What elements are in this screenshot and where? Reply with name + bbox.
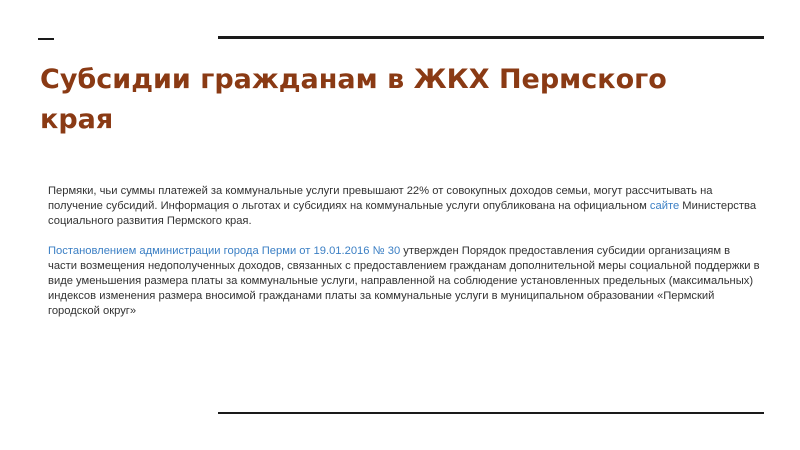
ministry-site-link[interactable]: сайте bbox=[649, 200, 680, 212]
paragraph-1-tail: Министерства социального развития Пермского края. bbox=[48, 200, 757, 227]
paragraph-1-text: Пермяки, чьи суммы платежей за коммунальные услуги превышают 22% от совокупных доходов семьи, могут рассчитывать на получение субсидий. Информация о льготах и субсидиях на коммунальные услуги опубликована на официальном bbox=[48, 185, 713, 212]
top-rule bbox=[218, 36, 764, 39]
paragraph-subsidies-info bbox=[48, 184, 760, 229]
paragraph-2-text: утвержден Порядок предоставления субсидии организациям в части возмещения недополученных доходов, связанных с предоставлением гражданам дополнительной меры социальной поддержки в виде уменьшения размера платы за коммунальные услуги, направленной на соблюдение установленных предельных (максимальных) индексов изменения размера вносимой гражданами платы за коммунальные услуги в муниципальном образовании «Пермский городской округ» bbox=[48, 245, 760, 317]
decorative-short-rule bbox=[38, 38, 54, 40]
paragraph-resolution bbox=[48, 244, 760, 319]
resolution-link[interactable]: Постановлением администрации города Перми от 19.01.2016 № 30 bbox=[48, 245, 401, 257]
bottom-rule bbox=[218, 412, 764, 414]
slide-body bbox=[48, 184, 760, 319]
slide-title: Субсидии гражданам в ЖКХ Пермского края bbox=[40, 64, 667, 135]
